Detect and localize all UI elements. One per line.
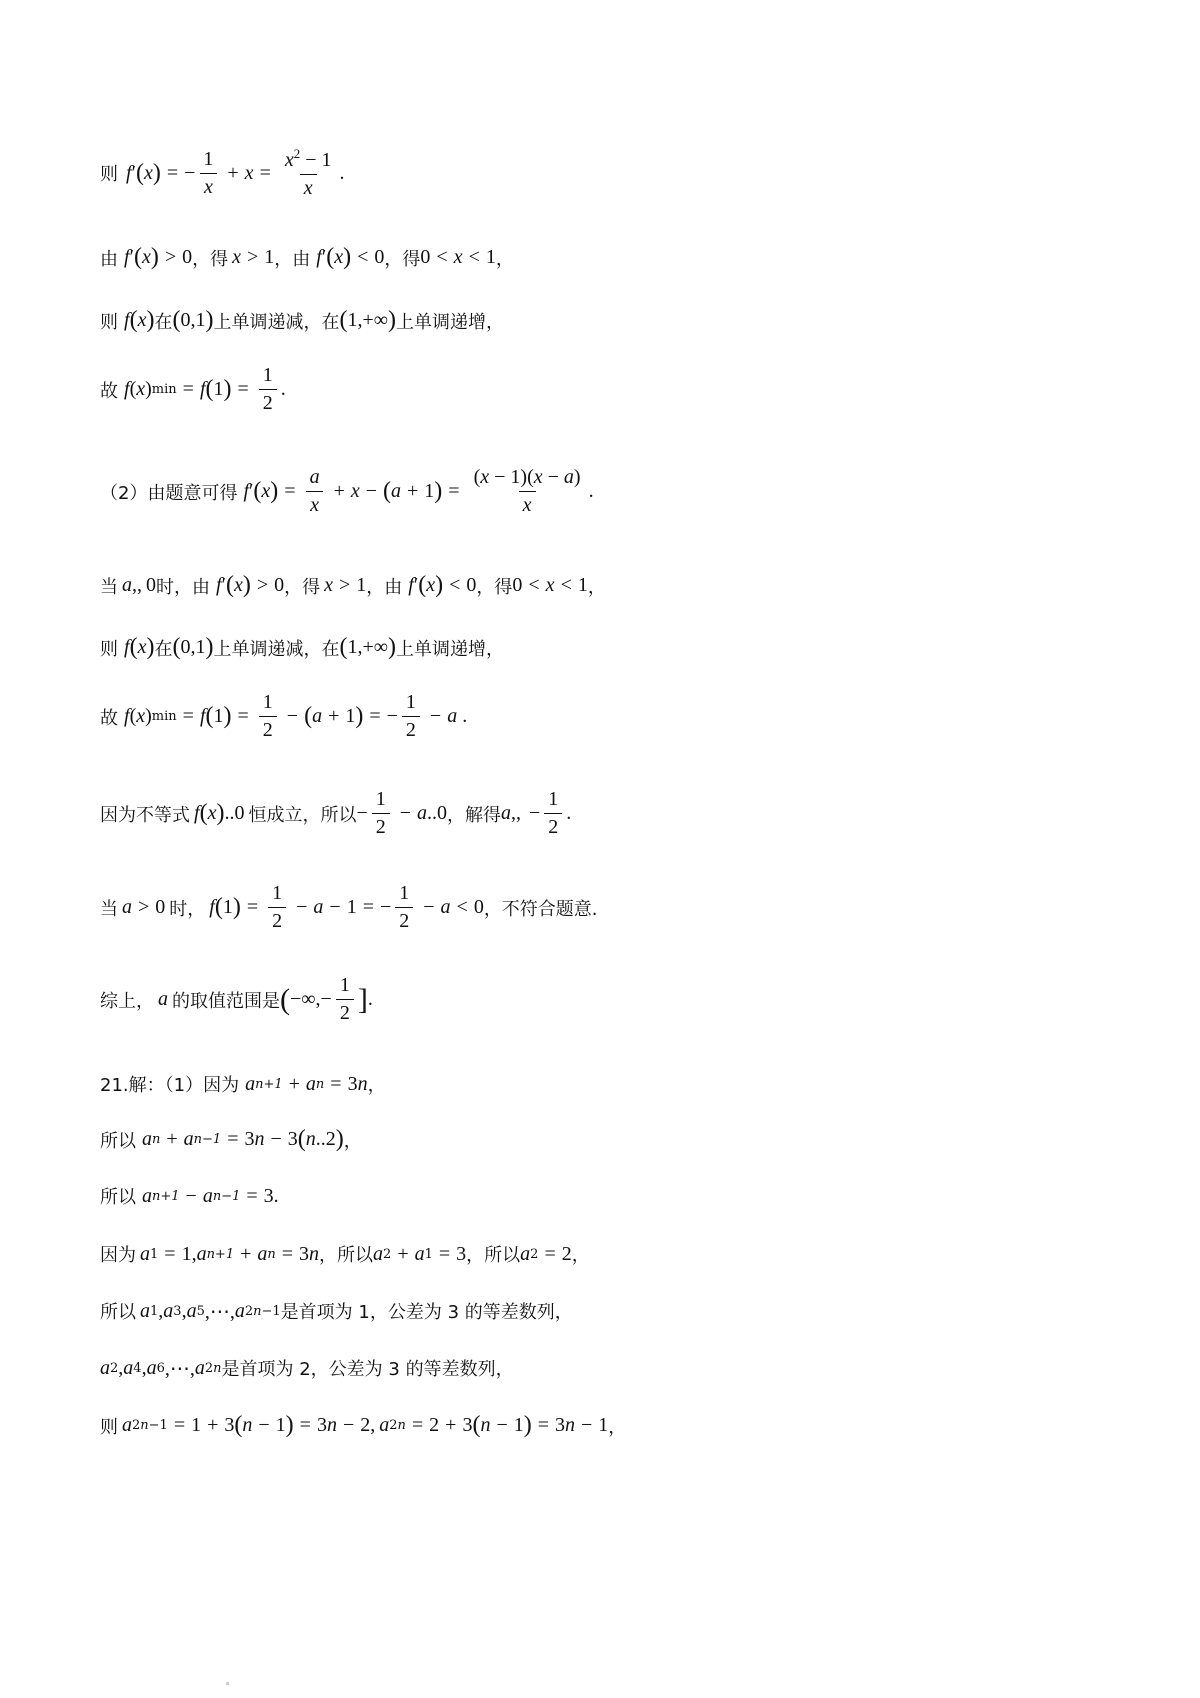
line-6: 当 a ,, 0 时，由 f ′ ( x ) > 0 ，得 x > 1 ，由 f ′ ( x ) < 0 ，得 0 < x < 1 ， — [100, 572, 606, 598]
line-11: 综上， a 的取值范围是 ( −∞,− $\frac{1}{2}$ ] . — [100, 974, 373, 1024]
scan-dot — [226, 1682, 229, 1685]
line-3: 则 f ( x ) 在 ( 0,1 ) 上单调递减，在 ( 1,+∞ ) 上单调递增， — [100, 307, 504, 333]
line-4: 故 f ( x ) min = f ( 1 ) = $\frac{1}{2}$ . — [100, 364, 286, 414]
line-8: 故 f ( x ) min = f ( 1 ) = $\frac{1}{2}$ − ( a + 1 ) = − $\frac{1}{2}$ − a . — [100, 691, 468, 741]
line-14: 所以 a n+1 − a n−1 = 3. — [100, 1184, 279, 1208]
line-18: 则 a 2n−1 = 1 + 3 ( n − 1 ) = 3 n − 2, a 2n = 2 + 3 ( n − 1 ) = 3 n − 1 ， — [100, 1412, 627, 1438]
line-15: 因为 a 1 = 1, a n+1 + a n = 3 n ，所以 a 2 + a 1 = 3 ，所以 a 2 = 2 ， — [100, 1242, 590, 1266]
line-13: 所以 a n + a n−1 = 3 n − 3 ( n ..2 ) ， — [100, 1126, 362, 1152]
line-16: 所以 a 1 , a 3 , a 5 ,⋯, a 2n−1 是首项为 1，公差为 3 的等差数列， — [100, 1299, 573, 1323]
line-9: 因为不等式 f ( x ) ..0 恒成立，所以 − $\frac{1}{2}$ − a ..0 ，解得 a ,, − $\frac{1}{2}$ . — [100, 788, 572, 838]
line-1: 则 f ′ ( x ) = − $\frac{1}{x}$ + x = $\frac{x^2 - 1}{x}$ . — [100, 146, 345, 199]
line-12: 21.解：（1）因为 a n+1 + a n = 3 n ， — [100, 1072, 386, 1096]
line-5: （2）由题意可得 f ′ ( x ) = $\frac{a}{x}$ + x − ( a + 1 ) = $\frac{(x - 1)(x - a)}{x}$ . — [100, 466, 594, 516]
line-2: 由 f ′ ( x ) > 0 ，得 x > 1 ，由 f ′ ( x ) < 0 ，得 0 < x < 1 ， — [100, 244, 514, 270]
line-10: 当 a > 0 时， f ( 1 ) = $\frac{1}{2}$ − a − 1 = − $\frac{1}{2}$ − a < 0 ，不符合题意. — [100, 882, 598, 932]
line-7: 则 f ( x ) 在 ( 0,1 ) 上单调递减，在 ( 1,+∞ ) 上单调递增， — [100, 634, 504, 660]
line-17: a 2 , a 4 , a 6 ,⋯, a 2n 是首项为 2，公差为 3 的等差数列， — [100, 1356, 514, 1380]
